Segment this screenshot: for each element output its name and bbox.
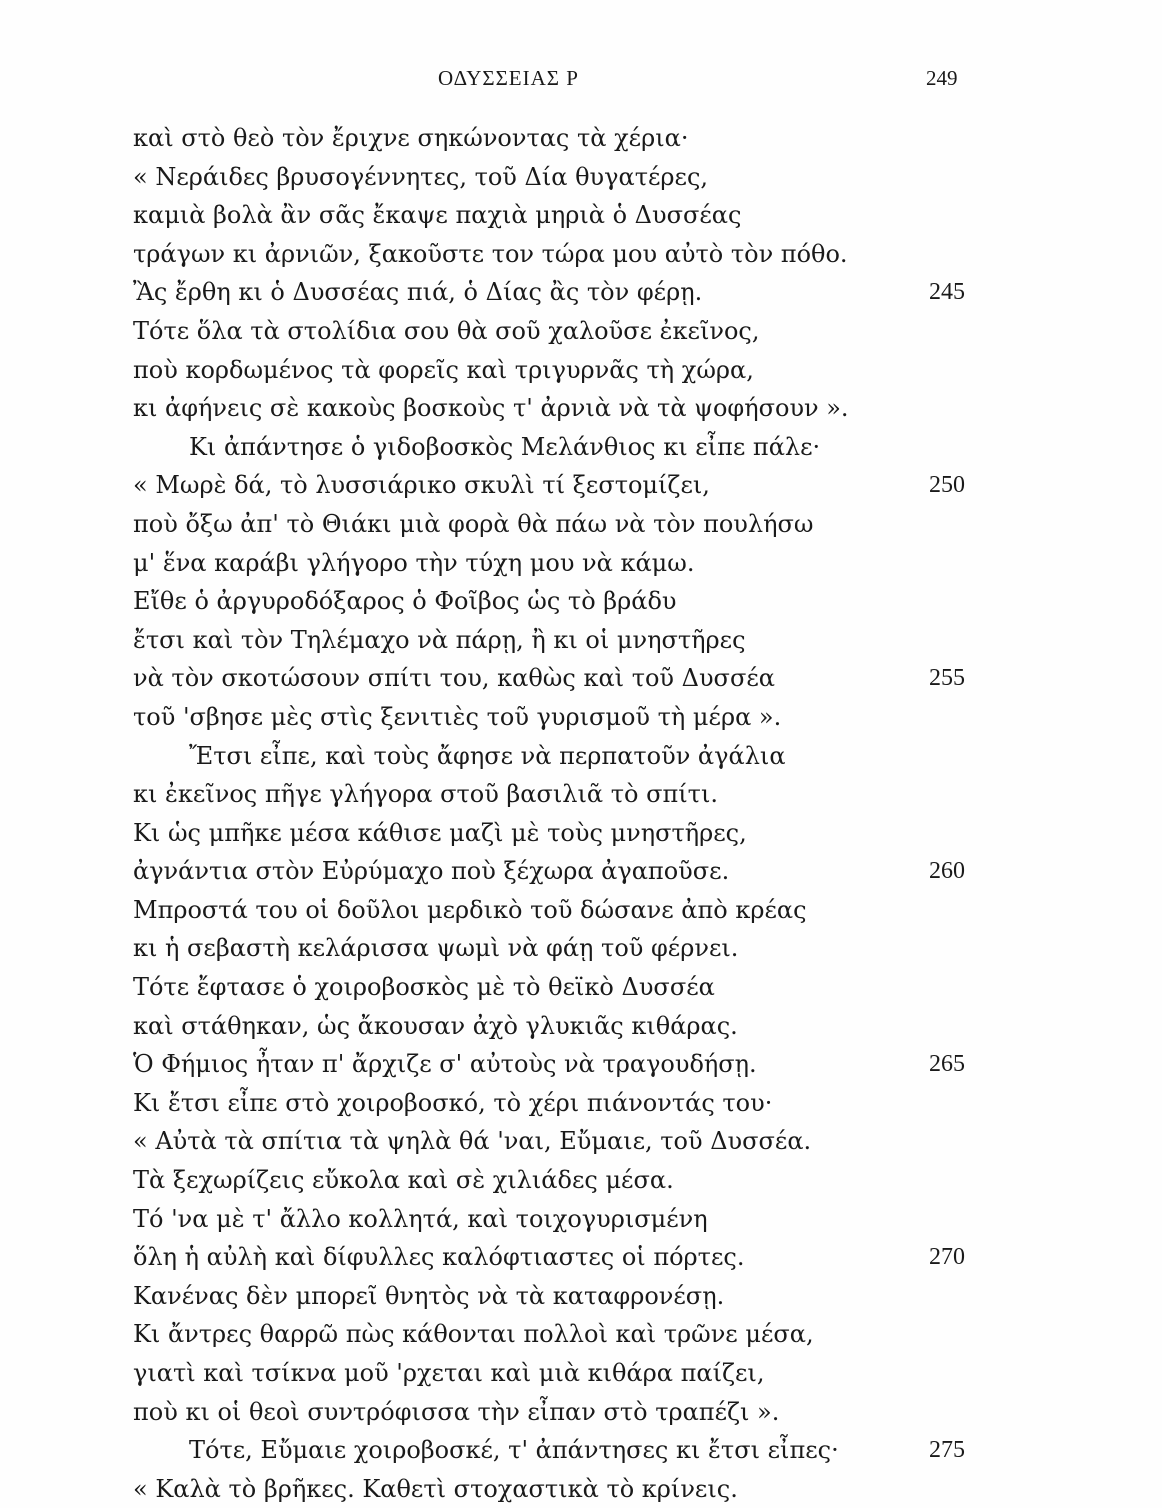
- verse-text: Τότε ἔφτασε ὁ χοιροβοσκὸς μὲ τὸ θεϊκὸ Δυσσέα: [133, 973, 715, 1002]
- verse-text: Μπροστά του οἱ δοῦλοι μερδικὸ τοῦ δώσανε ἀπὸ κρέας: [133, 895, 807, 924]
- line-number: 275: [929, 1437, 965, 1464]
- verse-line: [133, 389, 1013, 428]
- verse-text: Τότε ὅλα τὰ στολίδια σου θὰ σοῦ χαλοῦσε ἐκεῖνος,: [133, 316, 760, 345]
- verse-text: Κι ἀπάντησε ὁ γιδοβοσκὸς Μελάνθιος κι εἶπε πάλε·: [189, 432, 821, 461]
- verse-text: ποὺ ὄξω ἀπ' τὸ Θιάκι μιὰ φορὰ θὰ πάω νὰ τὸν πουλήσω: [133, 509, 814, 538]
- verse-line: [133, 119, 1013, 158]
- verse-text: ποὺ κι οἱ θεοὶ συντρόφισσα τὴν εἶπαν στὸ τραπέζι ».: [133, 1397, 780, 1426]
- verse-line: [133, 466, 1013, 505]
- verse-line: [133, 273, 1013, 312]
- verse-line: [133, 891, 1013, 930]
- verse-line: [133, 196, 1013, 235]
- verse-list: [133, 119, 1013, 1508]
- page-number: 249: [926, 66, 958, 90]
- verse-text: μ' ἕνα καράβι γλήγορο τὴν τύχη μου νὰ κάμω.: [133, 548, 695, 577]
- verse-text: τράγων κι ἀρνιῶν, ξακοῦστε τον τώρα μου αὐτὸ τὸν πόθο.: [133, 239, 848, 268]
- verse-line: [133, 1007, 1013, 1046]
- verse-text: Εἴθε ὁ ἀργυροδόξαρος ὁ Φοῖβος ὡς τὸ βράδυ: [133, 587, 677, 616]
- line-number: 255: [929, 665, 965, 692]
- verse-line: [133, 235, 1013, 274]
- verse-text: Κι ὡς μπῆκε μέσα κάθισε μαζὶ μὲ τοὺς μνηστῆρες,: [133, 818, 747, 847]
- book-title: ΟΔΥΣΣΕΙΑΣ Ρ: [438, 66, 579, 90]
- verse-line: [133, 1277, 1013, 1316]
- verse-line: [133, 1045, 1013, 1084]
- verse-line: [133, 1200, 1013, 1239]
- verse-text: Ἔτσι εἶπε, καὶ τοὺς ἄφησε νὰ περπατοῦν ἀγάλια: [189, 741, 786, 770]
- verse-text: ἔτσι καὶ τὸν Τηλέμαχο νὰ πάρῃ, ἢ κι οἱ μνηστῆρες: [133, 625, 746, 654]
- verse-line: [133, 698, 1013, 737]
- verse-text: Τό 'να μὲ τ' ἄλλο κολλητά, καὶ τοιχογυρισμένη: [133, 1204, 708, 1233]
- verse-text: « Αὐτὰ τὰ σπίτια τὰ ψηλὰ θά 'ναι, Εὔμαιε, τοῦ Δυσσέα.: [133, 1127, 812, 1156]
- line-number: 250: [929, 472, 965, 499]
- verse-text: κι ἀφήνεις σὲ κακοὺς βοσκοὺς τ' ἀρνιὰ νὰ τὰ ψοφήσουν ».: [133, 394, 849, 423]
- verse-text: γιατὶ καὶ τσίκνα μοῦ 'ρχεται καὶ μιὰ κιθάρα παίζει,: [133, 1359, 765, 1387]
- verse-line: [133, 505, 1013, 544]
- verse-line: [133, 1122, 1013, 1161]
- verse-line: [133, 428, 1013, 467]
- verse-line: [133, 351, 1013, 390]
- verse-text: « Μωρὲ δά, τὸ λυσσιάρικο σκυλὶ τί ξεστομίζει,: [133, 471, 710, 500]
- verse-line: [133, 1354, 1013, 1393]
- running-head: [0, 66, 1162, 100]
- line-number: 270: [929, 1244, 965, 1271]
- verse-line: [133, 659, 1013, 698]
- verse-text: Ἂς ἔρθη κι ὁ Δυσσέας πιά, ὁ Δίας ἂς τὸν φέρῃ.: [133, 278, 703, 307]
- verse-text: καὶ στὸ θεὸ τὸν ἔριχνε σηκώνοντας τὰ χέρια·: [133, 124, 689, 152]
- verse-line: [133, 968, 1013, 1007]
- verse-text: κι ἐκεῖνος πῆγε γλήγορα στοῦ βασιλιᾶ τὸ σπίτι.: [133, 780, 718, 809]
- verse-text: καὶ στάθηκαν, ὡς ἄκουσαν ἀχὸ γλυκιᾶς κιθάρας.: [133, 1011, 738, 1040]
- verse-line: [133, 158, 1013, 197]
- verse-line: [133, 737, 1013, 776]
- verse-line: [133, 1470, 1013, 1508]
- verse-text: Ὁ Φήμιος ἦταν π' ἄρχιζε σ' αὐτοὺς νὰ τραγουδήσῃ.: [133, 1050, 757, 1079]
- verse-text: ποὺ κορδωμένος τὰ φορεῖς καὶ τριγυρνᾶς τὴ χώρα,: [133, 355, 754, 384]
- verse-line: [133, 312, 1013, 351]
- verse-line: [133, 1393, 1013, 1432]
- verse-line: [133, 1315, 1013, 1354]
- verse-line: [133, 929, 1013, 968]
- verse-text: « Νεράιδες βρυσογέννητες, τοῦ Δία θυγατέρες,: [133, 162, 709, 191]
- verse-line: [133, 1161, 1013, 1200]
- verse-text: Κι ἔτσι εἶπε στὸ χοιροβοσκό, τὸ χέρι πιάνοντάς του·: [133, 1088, 773, 1117]
- verse-line: [133, 1084, 1013, 1123]
- verse-text: νὰ τὸν σκοτώσουν σπίτι του, καθὼς καὶ τοῦ Δυσσέα: [133, 664, 775, 693]
- verse-text: κι ἡ σεβαστὴ κελάρισσα ψωμὶ νὰ φάῃ τοῦ φέρνει.: [133, 934, 739, 963]
- verse-text: Τότε, Εὔμαιε χοιροβοσκέ, τ' ἀπάντησες κι ἔτσι εἶπες·: [189, 1436, 839, 1465]
- verse-text: καμιὰ βολὰ ἂν σᾶς ἔκαψε παχιὰ μηριὰ ὁ Δυσσέας: [133, 201, 742, 230]
- verse-text: τοῦ 'σβησε μὲς στὶς ξενιτιὲς τοῦ γυρισμοῦ τὴ μέρα ».: [133, 702, 782, 731]
- line-number: 260: [929, 858, 965, 885]
- verse-line: [133, 1431, 1013, 1470]
- verse-line: [133, 621, 1013, 660]
- line-number: 265: [929, 1051, 965, 1078]
- verse-text: Κι ἄντρες θαρρῶ πὼς κάθονται πολλοὶ καὶ τρῶνε μέσα,: [133, 1320, 814, 1349]
- verse-text: ὅλη ἡ αὐλὴ καὶ δίφυλλες καλόφτιαστες οἱ πόρτες.: [133, 1243, 745, 1272]
- verse-text: « Καλὰ τὸ βρῆκες. Καθετὶ στοχαστικὰ τὸ κρίνεις.: [133, 1474, 738, 1503]
- verse-text: Κανένας δὲν μπορεῖ θνητὸς νὰ τὰ καταφρονέσῃ.: [133, 1281, 725, 1310]
- verse-text: Τὰ ξεχωρίζεις εὔκολα καὶ σὲ χιλιάδες μέσα.: [133, 1166, 674, 1195]
- verse-line: [133, 814, 1013, 853]
- verse-line: [133, 775, 1013, 814]
- verse-line: [133, 582, 1013, 621]
- verse-line: [133, 852, 1013, 891]
- line-number: 245: [929, 279, 965, 306]
- verse-line: [133, 544, 1013, 583]
- verse-line: [133, 1238, 1013, 1277]
- verse-text: ἀγνάντια στὸν Εὐρύμαχο ποὺ ξέχωρα ἀγαποῦσε.: [133, 857, 730, 886]
